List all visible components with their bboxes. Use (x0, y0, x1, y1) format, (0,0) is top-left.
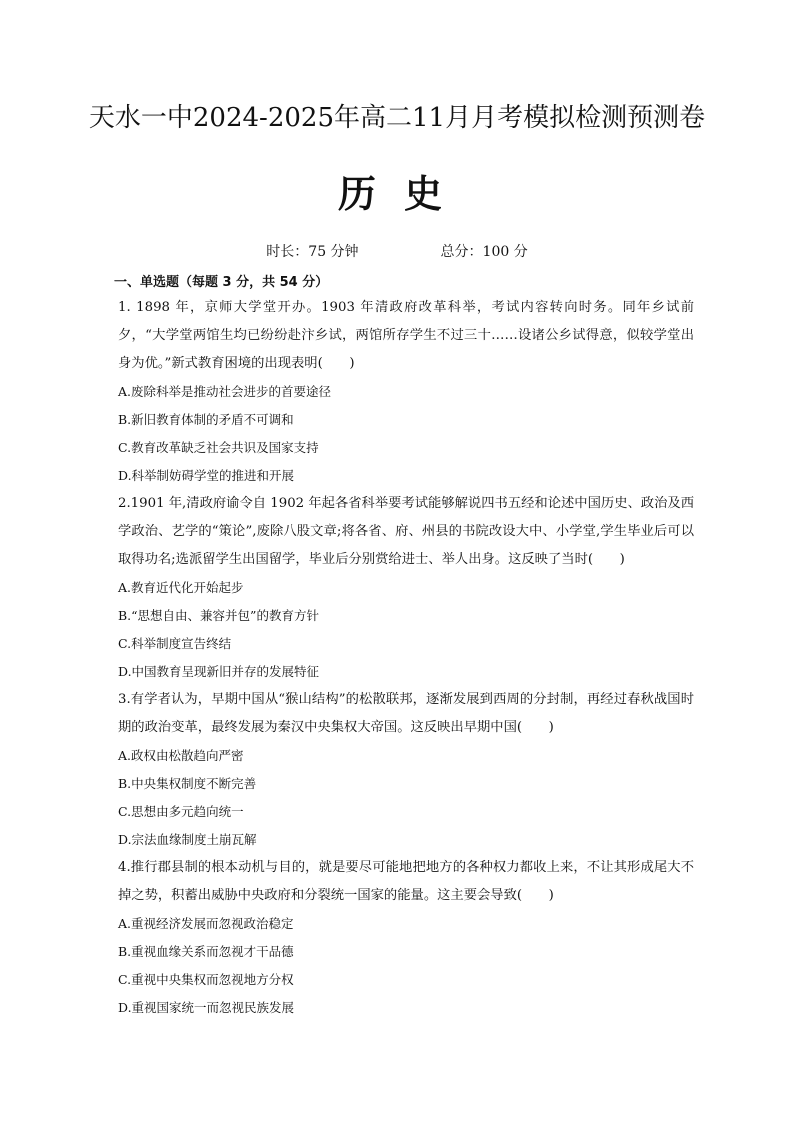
option-d: D.重视国家统一而忽视民族发展 (118, 1000, 295, 1015)
option-c: C.思想由多元趋向统一 (118, 804, 244, 819)
question-2 (118, 490, 694, 686)
exam-meta (0, 240, 794, 264)
question-4 (118, 854, 694, 1022)
option-a: A.重视经济发展而忽视政治稳定 (118, 916, 294, 931)
option-c: C.教育改革缺乏社会共识及国家支持 (118, 440, 319, 455)
option-b: B.中央集权制度不断完善 (118, 776, 257, 791)
option-a: A.政权由松散趋向严密 (118, 748, 244, 763)
question-stem: 3.有学者认为，早期中国从“猴山结构”的松散联邦，逐渐发展到西周的分封制，再经过春秋战国时期的政治变革，最终发展为秦汉中央集权大帝国。这反映出早期中国( ) (118, 692, 694, 735)
option-a: A.废除科举是推动社会进步的首要途径 (118, 384, 332, 399)
section-title: 一、单选题（每题 3 分，共 54 分） (114, 275, 329, 290)
option-c: C.重视中央集权而忽视地方分权 (118, 972, 294, 987)
option-c: C.科举制度宣告终结 (118, 636, 232, 651)
option-b: B.重视血缘关系而忽视才干品德 (118, 944, 294, 959)
option-d: D.宗法血缘制度土崩瓦解 (118, 832, 257, 847)
option-b: B.“思想自由、兼容并包”的教育方针 (118, 608, 319, 623)
question-1 (118, 294, 694, 490)
subject-title: 历史 (337, 172, 470, 216)
option-b: B.新旧教育体制的矛盾不可调和 (118, 412, 294, 427)
question-3 (118, 686, 694, 854)
option-a: A.教育近代化开始起步 (118, 580, 244, 595)
option-d: D.科举制妨碍学堂的推进和开展 (118, 468, 295, 483)
option-d: D.中国教育呈现新旧并存的发展特征 (118, 664, 320, 679)
question-stem: 4.推行郡县制的根本动机与目的，就是要尽可能地把地方的各种权力都收上来，不让其形成尾大不掉之势，积蓄出威胁中央政府和分裂统一国家的能量。这主要会导致( ) (118, 860, 694, 903)
question-list (114, 272, 694, 1022)
total-score-label: 总分：100 分 (440, 244, 528, 260)
question-stem: 1. 1898 年，京师大学堂开办。1903 年清政府改革科举，考试内容转向时务。同年乡试前夕，“大学堂两馆生均已纷纷赴汴乡试，两馆所存学生不过三十……设诸公乡试得意，似较学堂出身为优。”新式教育困境的出现表明( ) (118, 300, 694, 371)
exam-title: 天水一中2024-2025年高二11月月考模拟检测预测卷 (88, 103, 706, 133)
question-stem: 2.1901 年,清政府谕令自 1902 年起各省科举要考试能够解说四书五经和论述中国历史、政治及西学政治、艺学的“策论”,废除八股文章;将各省、府、州县的书院改设大中、小学堂,学生毕业后可以取得功名;选派留学生出国留学，毕业后分别赏给进士、举人出身。这反映了当时( ) (118, 496, 694, 567)
duration-label: 时长：75 分钟 (266, 244, 359, 260)
